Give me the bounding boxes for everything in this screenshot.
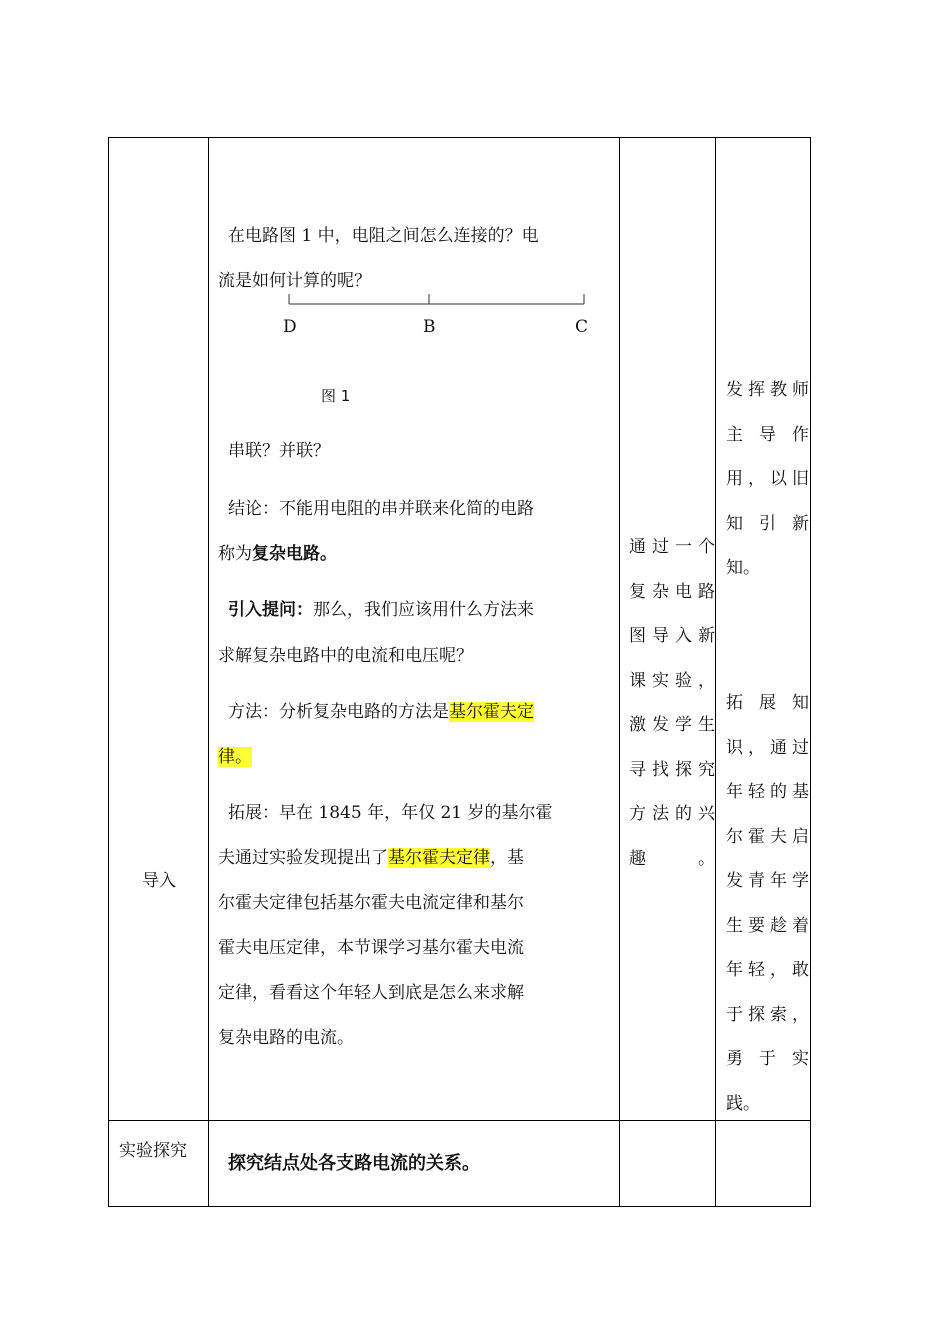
table-border-bottom xyxy=(108,1206,811,1207)
column-divider-2 xyxy=(619,137,620,1207)
extension-line-4: 霍夫电压定律，本节课学习基尔霍夫电流 xyxy=(218,938,524,958)
question-line-1: 在电路图 1 中，电阻之间怎么连接的？电 xyxy=(228,226,539,246)
conclusion-line-2: 称为复杂电路。 xyxy=(218,544,337,564)
extension-line-6: 复杂电路的电流。 xyxy=(218,1028,354,1048)
table-border-left xyxy=(108,137,109,1207)
extension-line-3: 尔霍夫定律包括基尔霍夫电流定律和基尔 xyxy=(218,893,524,913)
experiment-topic: 探究结点处各支路电流的关系。 xyxy=(228,1153,480,1174)
table-border-right xyxy=(810,137,811,1207)
design-intent-teacher: 发挥教师 主 导 作 用，以旧 知 引 新 知。 xyxy=(726,380,809,578)
student-activity: 通过一个 复杂电路 图导入新 课实验， 激发学生 寻找探究 方法的兴 趣 。 xyxy=(629,537,715,869)
stage-label-intro: 导入 xyxy=(142,871,176,891)
design-intent-extension: 拓 展 知 识，通过 年轻的基 尔霍夫启 发青年学 生要趁着 年轻，敢 于探索， 勇 于 实 践。 xyxy=(726,693,809,1114)
extension-line-2: 夫通过实验发现提出了基尔霍夫定律，基 xyxy=(218,848,524,868)
method-line-2: 律。 xyxy=(218,747,252,767)
table-row-divider xyxy=(108,1120,811,1121)
column-divider-1 xyxy=(208,137,209,1207)
series-parallel-question: 串联？并联？ xyxy=(228,441,330,461)
intro-question-line-1: 引入提问：那么，我们应该用什么方法来 xyxy=(228,600,534,620)
method-line-1: 方法：分析复杂电路的方法是基尔霍夫定 xyxy=(228,702,534,722)
extension-line-1: 拓展：早在 1845 年，年仅 21 岁的基尔霍 xyxy=(228,803,553,823)
kirchhoff-law-highlight: 基尔霍夫定 xyxy=(449,702,534,722)
stage-label-experiment: 实验探究 xyxy=(119,1141,187,1161)
question-line-2: 流是如何计算的呢？ xyxy=(218,271,371,291)
table-border-top xyxy=(108,137,811,138)
extension-line-5: 定律，看看这个年轻人到底是怎么来求解 xyxy=(218,983,524,1003)
complex-circuit-term: 复杂电路。 xyxy=(252,544,337,564)
kirchhoff-law-highlight-2: 基尔霍夫定律 xyxy=(388,848,490,868)
node-label-d: D xyxy=(283,317,297,337)
figure-caption: 图 1 xyxy=(321,387,351,405)
column-divider-3 xyxy=(715,137,716,1207)
node-label-c: C xyxy=(575,317,589,337)
intro-question-line-2: 求解复杂电路中的电流和电压呢？ xyxy=(218,646,473,666)
conclusion-line-1: 结论：不能用电阻的串并联来化简的电路 xyxy=(228,499,534,519)
node-label-b: B xyxy=(423,317,436,337)
circuit-figure xyxy=(280,290,600,400)
